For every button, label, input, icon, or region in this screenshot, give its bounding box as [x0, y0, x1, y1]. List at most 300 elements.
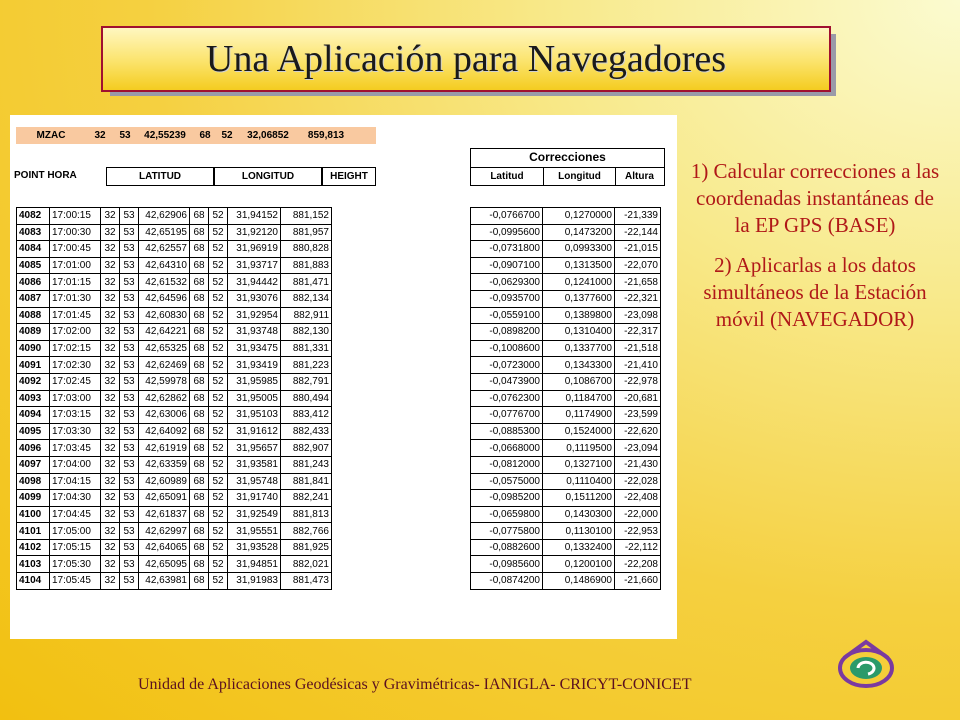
table-cell: 52: [209, 506, 228, 523]
table-cell: 68: [190, 490, 209, 507]
step-1-text: 1) Calcular correcciones a las coordenadas instantáneas de la EP GPS (BASE): [690, 159, 940, 237]
mzac-row: [16, 127, 376, 144]
institution-logo-icon: [836, 636, 896, 692]
table-cell: 42,64596: [139, 290, 190, 307]
table-cell: 17:03:45: [50, 440, 101, 457]
explanation-text: [690, 158, 940, 346]
slide-title: Una Aplicación para Navegadores: [205, 38, 727, 80]
table-cell: 31,92120: [228, 224, 281, 241]
table-cell: 31,91740: [228, 490, 281, 507]
table-cell: 32: [101, 357, 120, 374]
corrections-table: [470, 207, 661, 590]
table-cell: 32: [101, 456, 120, 473]
table-cell: 32: [101, 290, 120, 307]
mzac-cell: 52: [221, 130, 233, 141]
correction-cell: -23,094: [615, 440, 661, 457]
point-id-cell: 4085: [17, 257, 50, 274]
table-cell: 42,62557: [139, 241, 190, 258]
correction-cell: -21,339: [615, 208, 661, 225]
table-row: [17, 456, 332, 473]
table-cell: 17:01:45: [50, 307, 101, 324]
table-cell: 17:02:45: [50, 373, 101, 390]
table-cell: 881,841: [281, 473, 332, 490]
height-header: HEIGHT: [322, 167, 376, 186]
correction-cell: -0,0812000: [471, 456, 543, 473]
table-cell: 17:00:30: [50, 224, 101, 241]
point-id-cell: 4104: [17, 573, 50, 590]
table-cell: 17:05:30: [50, 556, 101, 573]
table-cell: 42,65325: [139, 340, 190, 357]
correction-cell: -0,0885300: [471, 423, 543, 440]
table-cell: 17:04:30: [50, 490, 101, 507]
table-cell: 68: [190, 473, 209, 490]
table-row: [17, 324, 332, 341]
table-cell: 52: [209, 407, 228, 424]
correction-cell: -22,978: [615, 373, 661, 390]
table-cell: 52: [209, 257, 228, 274]
table-cell: 881,925: [281, 539, 332, 556]
table-cell: 42,65095: [139, 556, 190, 573]
table-row: [17, 473, 332, 490]
table-row: [17, 340, 332, 357]
table-row: [471, 506, 661, 523]
table-cell: 52: [209, 241, 228, 258]
table-row: [17, 357, 332, 374]
table-cell: 31,95657: [228, 440, 281, 457]
table-cell: 32: [101, 423, 120, 440]
table-cell: 53: [120, 473, 139, 490]
table-cell: 53: [120, 357, 139, 374]
table-cell: 42,62862: [139, 390, 190, 407]
table-cell: 31,93076: [228, 290, 281, 307]
correction-cell: 0,1327100: [543, 456, 615, 473]
table-cell: 52: [209, 274, 228, 291]
table-cell: 32: [101, 307, 120, 324]
table-row: [17, 257, 332, 274]
table-cell: 53: [120, 274, 139, 291]
table-row: [17, 423, 332, 440]
mzac-cell: 42,55239: [144, 130, 186, 141]
correction-cell: -0,0985600: [471, 556, 543, 573]
correction-cell: -0,1008600: [471, 340, 543, 357]
table-row: [471, 208, 661, 225]
table-cell: 53: [120, 224, 139, 241]
table-cell: 31,93717: [228, 257, 281, 274]
table-cell: 32: [101, 407, 120, 424]
table-row: [471, 290, 661, 307]
table-cell: 53: [120, 208, 139, 225]
table-cell: 53: [120, 241, 139, 258]
correction-cell: 0,1511200: [543, 490, 615, 507]
table-cell: 880,494: [281, 390, 332, 407]
table-cell: 42,62906: [139, 208, 190, 225]
correction-cell: 0,1473200: [543, 224, 615, 241]
table-cell: 17:01:00: [50, 257, 101, 274]
table-row: [471, 324, 661, 341]
table-row: [471, 490, 661, 507]
table-cell: 52: [209, 340, 228, 357]
correction-cell: 0,0993300: [543, 241, 615, 258]
correction-cell: -20,681: [615, 390, 661, 407]
table-cell: 68: [190, 208, 209, 225]
point-id-cell: 4089: [17, 324, 50, 341]
point-id-cell: 4102: [17, 539, 50, 556]
table-cell: 42,63006: [139, 407, 190, 424]
table-cell: 32: [101, 523, 120, 540]
table-row: [471, 456, 661, 473]
table-cell: 32: [101, 274, 120, 291]
table-row: [471, 556, 661, 573]
table-cell: 880,828: [281, 241, 332, 258]
table-cell: 68: [190, 539, 209, 556]
table-cell: 42,61837: [139, 506, 190, 523]
table-row: [471, 224, 661, 241]
table-row: [471, 241, 661, 258]
corrections-column-headers: [471, 167, 664, 185]
mzac-cell: 68: [199, 130, 211, 141]
footer-credit: Unidad de Aplicaciones Geodésicas y Gravimétricas- IANIGLA- CRICYT-CONICET: [138, 676, 692, 693]
table-cell: 52: [209, 208, 228, 225]
correction-cell: -23,599: [615, 407, 661, 424]
corr-header-altura: Altura: [625, 171, 654, 182]
table-cell: 31,93475: [228, 340, 281, 357]
table-cell: 42,62469: [139, 357, 190, 374]
table-cell: 17:00:15: [50, 208, 101, 225]
table-cell: 52: [209, 556, 228, 573]
table-cell: 881,813: [281, 506, 332, 523]
table-cell: 32: [101, 390, 120, 407]
table-cell: 42,65195: [139, 224, 190, 241]
table-row: [471, 307, 661, 324]
table-cell: 882,791: [281, 373, 332, 390]
point-id-cell: 4097: [17, 456, 50, 473]
mzac-cell: 53: [119, 130, 131, 141]
table-cell: 31,92549: [228, 506, 281, 523]
correction-cell: -0,0907100: [471, 257, 543, 274]
table-cell: 881,957: [281, 224, 332, 241]
correction-cell: -21,658: [615, 274, 661, 291]
correction-cell: -0,0731800: [471, 241, 543, 258]
table-cell: 17:02:00: [50, 324, 101, 341]
correction-cell: 0,1130100: [543, 523, 615, 540]
correction-cell: -22,000: [615, 506, 661, 523]
table-cell: 52: [209, 324, 228, 341]
table-cell: 32: [101, 224, 120, 241]
table-cell: 883,412: [281, 407, 332, 424]
point-id-cell: 4091: [17, 357, 50, 374]
correction-cell: 0,1524000: [543, 423, 615, 440]
table-cell: 53: [120, 440, 139, 457]
table-cell: 32: [101, 324, 120, 341]
correction-cell: 0,1313500: [543, 257, 615, 274]
table-row: [471, 407, 661, 424]
table-cell: 882,433: [281, 423, 332, 440]
table-cell: 17:00:45: [50, 241, 101, 258]
correction-cell: 0,1310400: [543, 324, 615, 341]
table-cell: 42,63981: [139, 573, 190, 590]
table-cell: 68: [190, 573, 209, 590]
table-cell: 52: [209, 539, 228, 556]
mzac-cell: 32: [94, 130, 106, 141]
table-cell: 53: [120, 456, 139, 473]
table-cell: 53: [120, 373, 139, 390]
table-cell: 52: [209, 473, 228, 490]
mzac-cell: 32,06852: [247, 130, 289, 141]
table-cell: 31,95985: [228, 373, 281, 390]
point-id-cell: 4093: [17, 390, 50, 407]
table-cell: 68: [190, 423, 209, 440]
table-cell: 881,331: [281, 340, 332, 357]
table-row: [471, 523, 661, 540]
table-cell: 53: [120, 307, 139, 324]
table-cell: 53: [120, 573, 139, 590]
table-cell: 53: [120, 523, 139, 540]
correction-cell: 0,1086700: [543, 373, 615, 390]
table-cell: 17:05:00: [50, 523, 101, 540]
table-cell: 42,62997: [139, 523, 190, 540]
correction-cell: -0,0776700: [471, 407, 543, 424]
table-row: [471, 357, 661, 374]
point-id-cell: 4100: [17, 506, 50, 523]
point-id-cell: 4083: [17, 224, 50, 241]
point-id-cell: 4087: [17, 290, 50, 307]
table-cell: 53: [120, 423, 139, 440]
correction-cell: -22,208: [615, 556, 661, 573]
table-cell: 68: [190, 224, 209, 241]
table-cell: 42,61532: [139, 274, 190, 291]
table-row: [471, 539, 661, 556]
table-row: [17, 241, 332, 258]
correction-cell: -0,0898200: [471, 324, 543, 341]
table-row: [17, 556, 332, 573]
table-cell: 68: [190, 241, 209, 258]
table-cell: 32: [101, 208, 120, 225]
table-cell: 31,94152: [228, 208, 281, 225]
table-cell: 42,64310: [139, 257, 190, 274]
table-cell: 882,911: [281, 307, 332, 324]
table-cell: 52: [209, 523, 228, 540]
table-row: [17, 407, 332, 424]
correction-cell: -0,0762300: [471, 390, 543, 407]
table-cell: 881,473: [281, 573, 332, 590]
table-cell: 53: [120, 390, 139, 407]
correction-cell: 0,1119500: [543, 440, 615, 457]
table-cell: 68: [190, 274, 209, 291]
table-cell: 882,021: [281, 556, 332, 573]
correction-cell: -22,408: [615, 490, 661, 507]
table-cell: 17:01:30: [50, 290, 101, 307]
table-cell: 32: [101, 473, 120, 490]
corrections-header-box: [470, 148, 665, 186]
correction-cell: -0,0473900: [471, 373, 543, 390]
table-row: [471, 257, 661, 274]
point-id-cell: 4090: [17, 340, 50, 357]
correction-cell: -0,0559100: [471, 307, 543, 324]
table-cell: 42,61919: [139, 440, 190, 457]
table-cell: 68: [190, 506, 209, 523]
spreadsheet-image: [10, 115, 677, 639]
correction-cell: 0,1337700: [543, 340, 615, 357]
corr-header-longitud: Longitud: [544, 168, 616, 185]
table-cell: 31,93581: [228, 456, 281, 473]
table-cell: 52: [209, 307, 228, 324]
table-cell: 882,130: [281, 324, 332, 341]
table-cell: 68: [190, 456, 209, 473]
corr-header-latitud: Latitud: [471, 168, 544, 185]
table-cell: 32: [101, 573, 120, 590]
table-cell: 68: [190, 290, 209, 307]
table-cell: 881,471: [281, 274, 332, 291]
table-cell: 53: [120, 506, 139, 523]
table-row: [17, 490, 332, 507]
table-row: [471, 340, 661, 357]
table-cell: 42,64065: [139, 539, 190, 556]
table-row: [17, 224, 332, 241]
table-row: [471, 390, 661, 407]
table-cell: 52: [209, 373, 228, 390]
table-cell: 68: [190, 556, 209, 573]
table-row: [17, 373, 332, 390]
table-cell: 52: [209, 290, 228, 307]
longitud-header: LONGITUD: [214, 167, 322, 186]
table-cell: 53: [120, 257, 139, 274]
table-cell: 882,134: [281, 290, 332, 307]
table-cell: 42,59978: [139, 373, 190, 390]
table-cell: 882,907: [281, 440, 332, 457]
correction-cell: -21,430: [615, 456, 661, 473]
correction-cell: 0,1377600: [543, 290, 615, 307]
correction-cell: -21,518: [615, 340, 661, 357]
table-cell: 17:04:00: [50, 456, 101, 473]
table-row: [17, 573, 332, 590]
table-cell: 31,93748: [228, 324, 281, 341]
correction-cell: -22,112: [615, 539, 661, 556]
table-cell: 31,95103: [228, 407, 281, 424]
correction-cell: -22,070: [615, 257, 661, 274]
correction-cell: -22,144: [615, 224, 661, 241]
correction-cell: -22,028: [615, 473, 661, 490]
correction-cell: -0,0882600: [471, 539, 543, 556]
table-cell: 42,60989: [139, 473, 190, 490]
table-cell: 68: [190, 407, 209, 424]
table-cell: 68: [190, 373, 209, 390]
table-cell: 68: [190, 357, 209, 374]
table-cell: 32: [101, 257, 120, 274]
table-row: [17, 390, 332, 407]
table-cell: 32: [101, 340, 120, 357]
correction-cell: -23,098: [615, 307, 661, 324]
table-cell: 32: [101, 506, 120, 523]
table-cell: 31,95551: [228, 523, 281, 540]
table-cell: 52: [209, 390, 228, 407]
table-cell: 881,152: [281, 208, 332, 225]
point-id-cell: 4101: [17, 523, 50, 540]
table-row: [17, 208, 332, 225]
table-cell: 31,95748: [228, 473, 281, 490]
correction-cell: 0,1486900: [543, 573, 615, 590]
table-row: [17, 506, 332, 523]
table-cell: 17:05:15: [50, 539, 101, 556]
table-cell: 68: [190, 257, 209, 274]
table-row: [471, 573, 661, 590]
correction-cell: -22,317: [615, 324, 661, 341]
table-cell: 31,95005: [228, 390, 281, 407]
table-row: [471, 274, 661, 291]
correction-cell: 0,1241000: [543, 274, 615, 291]
table-cell: 881,223: [281, 357, 332, 374]
correction-cell: -21,410: [615, 357, 661, 374]
correction-cell: -22,953: [615, 523, 661, 540]
table-cell: 68: [190, 307, 209, 324]
correction-cell: -0,0659800: [471, 506, 543, 523]
table-cell: 882,241: [281, 490, 332, 507]
table-cell: 31,96919: [228, 241, 281, 258]
title-box: [101, 26, 831, 92]
point-id-cell: 4094: [17, 407, 50, 424]
correction-cell: -0,0575000: [471, 473, 543, 490]
correction-cell: 0,1430300: [543, 506, 615, 523]
table-cell: 42,65091: [139, 490, 190, 507]
correction-cell: -0,0668000: [471, 440, 543, 457]
table-cell: 32: [101, 440, 120, 457]
table-cell: 53: [120, 490, 139, 507]
table-cell: 31,94442: [228, 274, 281, 291]
correction-cell: 0,1389800: [543, 307, 615, 324]
table-cell: 53: [120, 407, 139, 424]
table-cell: 31,91983: [228, 573, 281, 590]
table-cell: 42,63359: [139, 456, 190, 473]
table-cell: 52: [209, 357, 228, 374]
point-id-cell: 4103: [17, 556, 50, 573]
correction-cell: -0,0723000: [471, 357, 543, 374]
table-cell: 53: [120, 340, 139, 357]
table-row: [471, 373, 661, 390]
table-cell: 17:03:00: [50, 390, 101, 407]
point-id-cell: 4096: [17, 440, 50, 457]
correction-cell: -0,0775800: [471, 523, 543, 540]
table-cell: 881,883: [281, 257, 332, 274]
correction-cell: 0,1332400: [543, 539, 615, 556]
point-id-cell: 4088: [17, 307, 50, 324]
table-cell: 68: [190, 390, 209, 407]
table-cell: 17:04:15: [50, 473, 101, 490]
correction-cell: -0,0935700: [471, 290, 543, 307]
table-cell: 32: [101, 373, 120, 390]
table-row: [17, 440, 332, 457]
table-cell: 53: [120, 324, 139, 341]
table-row: [471, 473, 661, 490]
correction-cell: 0,1110400: [543, 473, 615, 490]
correction-cell: 0,1200100: [543, 556, 615, 573]
table-cell: 32: [101, 241, 120, 258]
corrections-title: Correcciones: [529, 150, 606, 164]
table-cell: 32: [101, 556, 120, 573]
table-cell: 53: [120, 556, 139, 573]
table-row: [17, 274, 332, 291]
point-hora-header: POINT HORA: [14, 170, 77, 181]
table-row: [17, 539, 332, 556]
correction-cell: 0,1174900: [543, 407, 615, 424]
correction-cell: -0,0629300: [471, 274, 543, 291]
correction-cell: -0,0874200: [471, 573, 543, 590]
table-cell: 68: [190, 324, 209, 341]
table-cell: 17:05:45: [50, 573, 101, 590]
table-cell: 53: [120, 539, 139, 556]
point-id-cell: 4099: [17, 490, 50, 507]
correction-cell: -22,321: [615, 290, 661, 307]
mzac-cell: 859,813: [307, 130, 345, 141]
table-cell: 52: [209, 224, 228, 241]
